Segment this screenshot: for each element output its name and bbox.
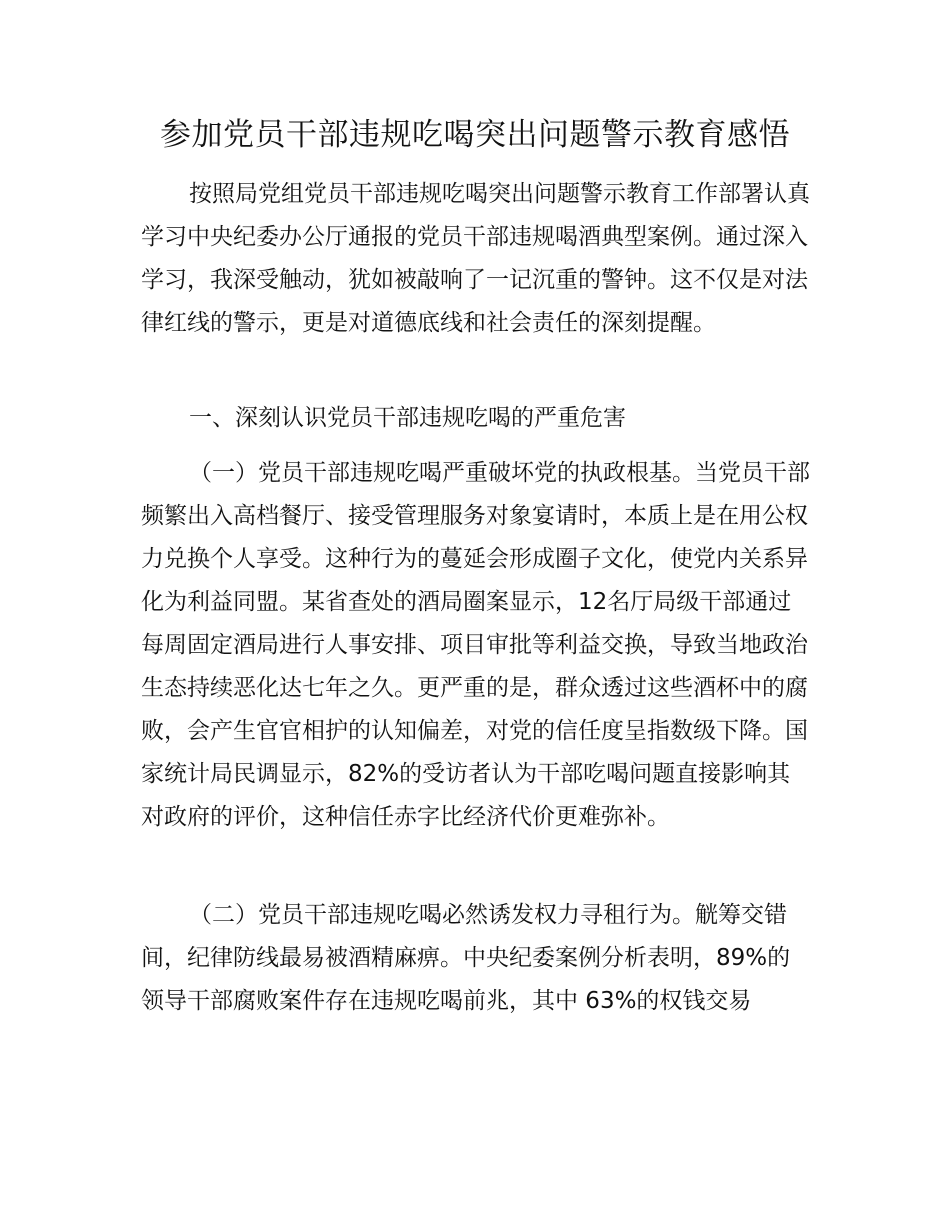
section-heading: 一、深刻认识党员干部违规吃喝的严重危害 bbox=[189, 405, 626, 431]
point-two-paragraph: （二）党员干部违规吃喝必然诱发权力寻租行为。觥筹交错间，纪律防线最易被酒精麻痹。中央纪委案例分析表明，89%的领导干部腐败案件存在违规吃喝前兆，其中 63%的权钱交易 bbox=[141, 902, 791, 1014]
document-title: 参加党员干部违规吃喝突出问题警示教育感悟 bbox=[160, 117, 790, 153]
intro-paragraph: 按照局党组党员干部违规吃喝突出问题警示教育工作部署认真学习中央纪委办公厅通报的党员干部违规喝酒典型案例。通过深入学习，我深受触动，犹如被敲响了一记沉重的警钟。这不仅是对法律红线的警示，更是对道德底线和社会责任的深刻提醒。 bbox=[141, 181, 810, 336]
point-one-paragraph: （一）党员干部违规吃喝严重破坏党的执政根基。当党员干部频繁出入高档餐厅、接受管理服务对象宴请时，本质上是在用公权力兑换个人享受。这种行为的蔓延会形成圈子文化，使党内关系异化为利益同盟。某省查处的酒局圈案显示，12名厅局级干部通过每周固定酒局进行人事安排、项目审批等利益交换，导致当地政治生态持续恶化达七年之久。更严重的是，群众透过这些酒杯中的腐败，会产生官官相护的认知偏差，对党的信任度呈指数级下降。国家统计局民调显示，82%的受访者认为干部吃喝问题直接影响其对政府的评价，这种信任赤字比经济代价更难弥补。 bbox=[141, 460, 810, 830]
